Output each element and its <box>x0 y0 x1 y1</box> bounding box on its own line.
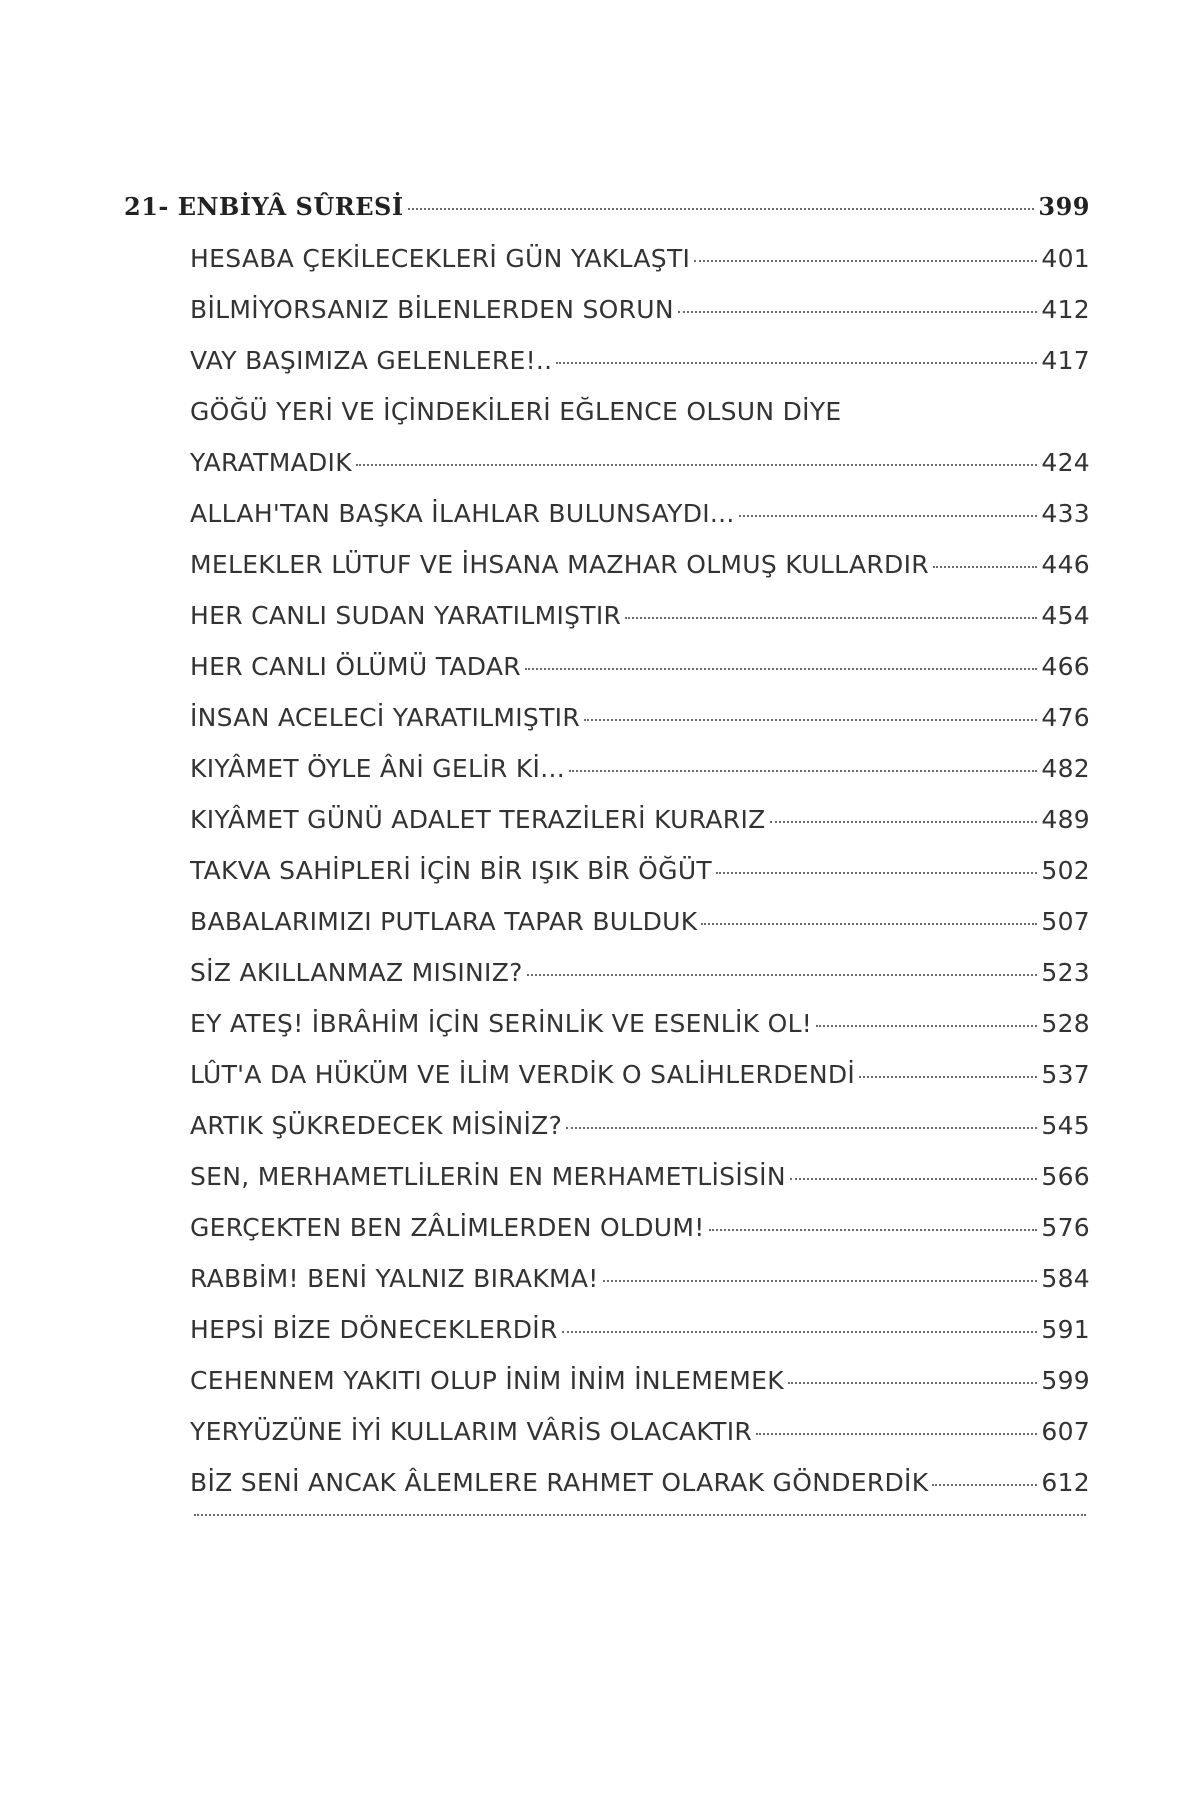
entry-title: ARTIK ŞÜKREDECEK MİSİNİZ? <box>190 1111 563 1140</box>
entry-title: İNSAN ACELECİ YARATILMIŞTIR <box>190 703 581 732</box>
dot-leader <box>603 1280 1038 1282</box>
chapter-title: 21- ENBİYÂ SÛRESİ <box>124 192 404 221</box>
entry-page-number: 424 <box>1041 448 1090 477</box>
toc-entry <box>190 1315 1090 1366</box>
dot-leader <box>566 1127 1037 1129</box>
toc-entry <box>190 397 1090 499</box>
entry-page-number: 523 <box>1041 958 1090 987</box>
entry-page-number: 566 <box>1041 1162 1090 1191</box>
toc-entry <box>190 550 1090 601</box>
entry-title: VAY BAŞIMIZA GELENLERE!.. <box>190 346 553 375</box>
dot-leader <box>788 1382 1037 1384</box>
dot-leader <box>694 260 1037 262</box>
toc-entry <box>190 1417 1090 1468</box>
entry-page-number: 466 <box>1041 652 1090 681</box>
toc-entry <box>190 295 1090 346</box>
dot-leader <box>859 1076 1037 1078</box>
toc-entry <box>190 703 1090 754</box>
dot-leader <box>709 1229 1038 1231</box>
toc-entry <box>190 856 1090 907</box>
entry-page-number: 612 <box>1041 1468 1090 1497</box>
entry-title: BABALARIMIZI PUTLARA TAPAR BULDUK <box>190 907 698 936</box>
dot-leader <box>932 1484 1037 1486</box>
dot-leader <box>584 719 1037 721</box>
dot-leader <box>678 311 1037 313</box>
toc-chapter-heading <box>124 192 1090 244</box>
entry-page-number: 482 <box>1041 754 1090 783</box>
dot-leader <box>525 668 1037 670</box>
entry-page-number: 412 <box>1041 295 1090 324</box>
toc-entry <box>190 1009 1090 1060</box>
entry-title: ALLAH'TAN BAŞKA İLAHLAR BULUNSAYDI... <box>190 499 735 528</box>
entry-title: RABBİM! BENİ YALNIZ BIRAKMA! <box>190 1264 599 1293</box>
entry-page-number: 417 <box>1041 346 1090 375</box>
dot-leader <box>556 362 1037 364</box>
entry-page-number: 591 <box>1041 1315 1090 1344</box>
dot-leader <box>625 617 1037 619</box>
toc-entry <box>190 1366 1090 1417</box>
dot-leader <box>569 770 1037 772</box>
dot-leader <box>739 515 1038 517</box>
toc-entry <box>190 1264 1090 1315</box>
entry-title-line-1: GÖĞÜ YERİ VE İÇİNDEKİLERİ EĞLENCE OLSUN DİYE <box>190 397 842 426</box>
chapter-page-number: 399 <box>1038 192 1090 221</box>
entry-title: HEPSİ BİZE DÖNECEKLERDİR <box>190 1315 558 1344</box>
entry-page-number: 584 <box>1041 1264 1090 1293</box>
entry-title: TAKVA SAHİPLERİ İÇİN BİR IŞIK BİR ÖĞÜT <box>190 856 712 885</box>
toc-entry <box>190 1060 1090 1111</box>
dot-leader <box>716 872 1037 874</box>
entry-title: GERÇEKTEN BEN ZÂLİMLERDEN OLDUM! <box>190 1213 705 1242</box>
entry-title: KIYÂMET ÖYLE ÂNİ GELİR Kİ... <box>190 754 565 783</box>
toc-entry-list <box>124 244 1090 1570</box>
table-of-contents <box>124 192 1090 1570</box>
toc-entry <box>190 958 1090 1009</box>
entry-title: HER CANLI SUDAN YARATILMIŞTIR <box>190 601 622 630</box>
toc-entry <box>190 346 1090 397</box>
entry-title: HESABA ÇEKİLECEKLERİ GÜN YAKLAŞTI <box>190 244 691 273</box>
entry-page-number: 502 <box>1041 856 1090 885</box>
entry-title: EY ATEŞ! İBRÂHİM İÇİN SERİNLİK VE ESENLİK OL! <box>190 1009 813 1038</box>
entry-title: BİZ SENİ ANCAK ÂLEMLERE RAHMET OLARAK GÖNDERDİK <box>190 1468 929 1497</box>
entry-page-number: 545 <box>1041 1111 1090 1140</box>
entry-title: LÛT'A DA HÜKÜM VE İLİM VERDİK O SALİHLERDENDİ <box>190 1060 856 1089</box>
dot-leader <box>194 1514 1086 1516</box>
toc-entry <box>190 1468 1090 1519</box>
entry-title: MELEKLER LÜTUF VE İHSANA MAZHAR OLMUŞ KULLARDIR <box>190 550 929 579</box>
entry-page-number: 576 <box>1041 1213 1090 1242</box>
entry-page-number: 537 <box>1041 1060 1090 1089</box>
entry-title: HER CANLI ÖLÜMÜ TADAR <box>190 652 521 681</box>
entry-page-number: 607 <box>1041 1417 1090 1446</box>
dot-leader <box>562 1331 1038 1333</box>
dot-leader <box>770 821 1038 823</box>
toc-entry <box>190 907 1090 958</box>
entry-page-number: 433 <box>1041 499 1090 528</box>
entry-page-number: 454 <box>1041 601 1090 630</box>
dot-leader <box>356 464 1037 466</box>
toc-entry <box>190 652 1090 703</box>
dot-leader <box>408 208 1035 210</box>
toc-entry <box>190 1111 1090 1162</box>
entry-page-number: 489 <box>1041 805 1090 834</box>
entry-page-number: 599 <box>1041 1366 1090 1395</box>
entry-page-number: 401 <box>1041 244 1090 273</box>
toc-entry <box>190 1519 1090 1570</box>
entry-title: YERYÜZÜNE İYİ KULLARIM VÂRİS OLACAKTIR <box>190 1417 753 1446</box>
dot-leader <box>756 1433 1037 1435</box>
toc-entry <box>190 754 1090 805</box>
dot-leader <box>933 566 1037 568</box>
dot-leader <box>790 1178 1038 1180</box>
toc-entry <box>190 601 1090 652</box>
toc-entry <box>190 1213 1090 1264</box>
toc-entry <box>190 805 1090 856</box>
toc-entry <box>190 499 1090 550</box>
entry-page-number: 528 <box>1041 1009 1090 1038</box>
dot-leader <box>527 974 1038 976</box>
entry-title: CEHENNEM YAKITI OLUP İNİM İNİM İNLEMEMEK <box>190 1366 784 1395</box>
entry-title-line-2-row <box>190 448 1090 499</box>
entry-page-number: 476 <box>1041 703 1090 732</box>
entry-page-number: 446 <box>1041 550 1090 579</box>
toc-entry <box>190 244 1090 295</box>
entry-title: KIYÂMET GÜNÜ ADALET TERAZİLERİ KURARIZ <box>190 805 766 834</box>
entry-title: BİLMİYORSANIZ BİLENLERDEN SORUN <box>190 295 674 324</box>
dot-leader <box>816 1025 1037 1027</box>
dot-leader <box>701 923 1037 925</box>
entry-page-number: 507 <box>1041 907 1090 936</box>
toc-entry <box>190 1162 1090 1213</box>
entry-title: SEN, MERHAMETLİLERİN EN MERHAMETLİSİSİN <box>190 1162 786 1191</box>
entry-title-line-2: YARATMADIK <box>190 448 352 477</box>
entry-title: SİZ AKILLANMAZ MISINIZ? <box>190 958 523 987</box>
